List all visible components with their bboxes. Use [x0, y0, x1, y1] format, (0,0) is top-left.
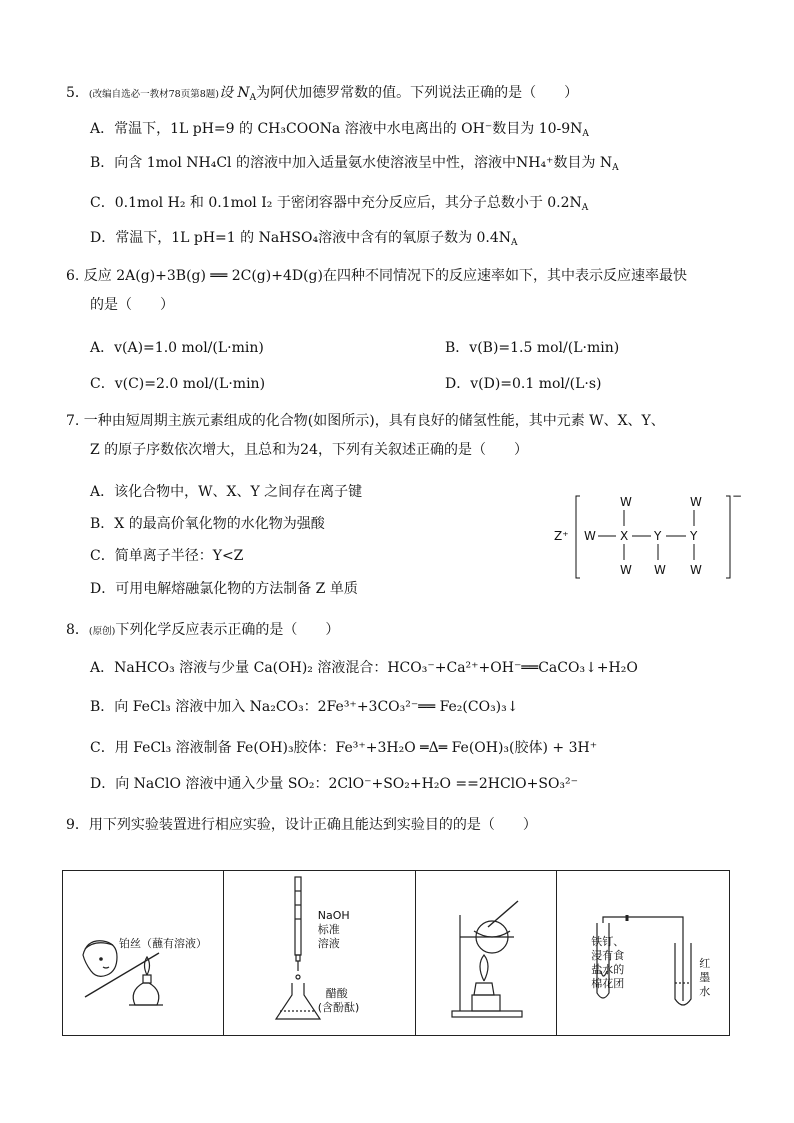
option-text: A．常温下，1L pH=9 的 CH₃COONa 溶液中水电离出的 OH⁻数目为 10-9N [90, 121, 583, 137]
corrosion-illustration [557, 871, 729, 1035]
option-7a[interactable]: A．该化合物中，W、X、Y 之间存在离子键 [90, 484, 363, 500]
question-source: (原创) [88, 626, 116, 637]
question-5-stem [66, 83, 578, 108]
question-9-stem: 9．用下列实验装置进行相应实验，设计正确且能达到实验目的的是（ ） [66, 817, 537, 833]
option-5b[interactable] [90, 152, 619, 173]
atom-y: Y [654, 529, 662, 543]
cation-label: Z⁺ [554, 529, 569, 543]
figure-cell-a[interactable] [63, 871, 224, 1035]
option-6d[interactable]: D．v(D)=0.1 mol/(L·s) [445, 376, 602, 392]
option-8b[interactable]: B．向 FeCl₃ 溶液中加入 Na₂CO₃：2Fe³⁺+3CO₃²⁻══ Fe₂(CO₃)₃↓ [90, 699, 519, 715]
option-6b[interactable]: B．v(B)=1.5 mol/(L·min) [445, 340, 620, 356]
fig4-label-red: 红 [699, 957, 711, 970]
option-7d[interactable]: D．可用电解熔融氯化物的方法制备 Z 单质 [90, 581, 358, 597]
stem-text: 设 N [218, 85, 250, 101]
subscript: A [582, 129, 589, 139]
atom-x: X [620, 529, 629, 543]
question-7-line1: 7. 一种由短周期主族元素组成的化合物(如图所示)，具有良好的储氢性能，其中元素 W、X、Y、 [66, 413, 665, 429]
stem-text-rest: 为阿伏加德罗常数的值。下列说法正确的是（ ） [256, 85, 579, 101]
atom-w: W [654, 563, 666, 577]
option-text: C．0.1mol H₂ 和 0.1mol I₂ 于密闭容器中充分反应后，其分子总数小于 0.2N [90, 195, 582, 211]
figure-cell-b[interactable] [224, 871, 417, 1035]
question-source: (改编自选必一教材78页第8题) [88, 89, 219, 100]
option-6c[interactable]: C．v(C)=2.0 mol/(L·min) [90, 376, 266, 392]
question-number: 8． [66, 622, 89, 638]
fig4-label-cotton: 棉花团 [591, 977, 625, 990]
question-6-line2: 的是（ ） [90, 297, 174, 313]
figure-cell-c[interactable] [416, 871, 557, 1035]
option-5d[interactable] [90, 227, 518, 248]
stem-text: 下列化学反应表示正确的是（ ） [115, 622, 340, 638]
fig2-label-standard: 标准 [317, 923, 340, 936]
fig1-label: 铂丝（蘸有溶液） [119, 937, 207, 950]
fig4-label-ink: 墨 [699, 971, 711, 984]
option-text: D．常温下，1L pH=1 的 NaHSO₄溶液中含有的氧原子数为 0.4N [90, 230, 512, 246]
fig2-label-phenolphthalein: (含酚酞) [317, 1001, 360, 1014]
fig2-label-acetic-acid: 醋酸 [325, 987, 348, 1000]
fig2-label-solution: 溶液 [317, 937, 340, 950]
option-5a[interactable] [90, 118, 589, 139]
experiment-figures-table [62, 870, 730, 1036]
anion-charge: − [732, 489, 743, 503]
fig4-label-soaked: 浸有食 [591, 949, 625, 962]
question-8-stem [66, 620, 339, 642]
option-7b[interactable]: B．X 的最高价氧化物的水化物为强酸 [90, 516, 325, 532]
option-8a[interactable]: A．NaHCO₃ 溶液与少量 Ca(OH)₂ 溶液混合：HCO₃⁻+Ca²⁺+OH⁻══CaCO₃↓+H₂O [90, 660, 638, 676]
atom-w: W [690, 563, 702, 577]
atom-w: W [620, 563, 632, 577]
question-7-line2: Z 的原子序数依次增大，且总和为24，下列有关叙述正确的是（ ） [90, 442, 528, 458]
option-8c[interactable]: C．用 FeCl₃ 溶液制备 Fe(OH)₃胶体：Fe³⁺+3H₂O ═Δ═ Fe(OH)₃(胶体) + 3H⁺ [90, 740, 598, 756]
option-5c[interactable] [90, 192, 588, 213]
atom-w: W [690, 495, 702, 509]
option-8d[interactable]: D．向 NaClO 溶液中通入少量 SO₂：2ClO⁻+SO₂+H₂O ==2HClO+SO₃²⁻ [90, 776, 579, 792]
question-6-line1: 6. 反应 2A(g)+3B(g) ══ 2C(g)+4D(g)在四种不同情况下的反应速率如下，其中表示反应速率最快 [66, 268, 687, 284]
figure-cell-d[interactable] [557, 871, 729, 1035]
option-6a[interactable]: A．v(A)=1.0 mol/(L·min) [90, 340, 264, 356]
subscript: A [249, 93, 257, 103]
atom-w: W [620, 495, 632, 509]
subscript: A [612, 163, 619, 173]
fig4-label-water: 水 [699, 985, 711, 998]
option-7c[interactable]: C．简单离子半径：Y<Z [90, 548, 244, 564]
evaporation-illustration [416, 871, 556, 1035]
subscript: A [581, 203, 589, 213]
fig4-label-saltwater: 盐水的 [591, 963, 625, 976]
subscript: A [511, 238, 518, 248]
question-number: 5． [66, 85, 89, 101]
fig2-label-naoh: NaOH [317, 909, 350, 922]
fig4-label-nail: 铁钉、 [591, 935, 625, 948]
atom-w: W [584, 529, 596, 543]
compound-structure-diagram [548, 488, 743, 584]
option-text: B．向含 1mol NH₄Cl 的溶液中加入适量氨水使溶液呈中性，溶液中NH₄⁺数目为 N [90, 155, 613, 171]
atom-y: Y [690, 529, 698, 543]
flame-test-illustration [63, 871, 223, 1035]
